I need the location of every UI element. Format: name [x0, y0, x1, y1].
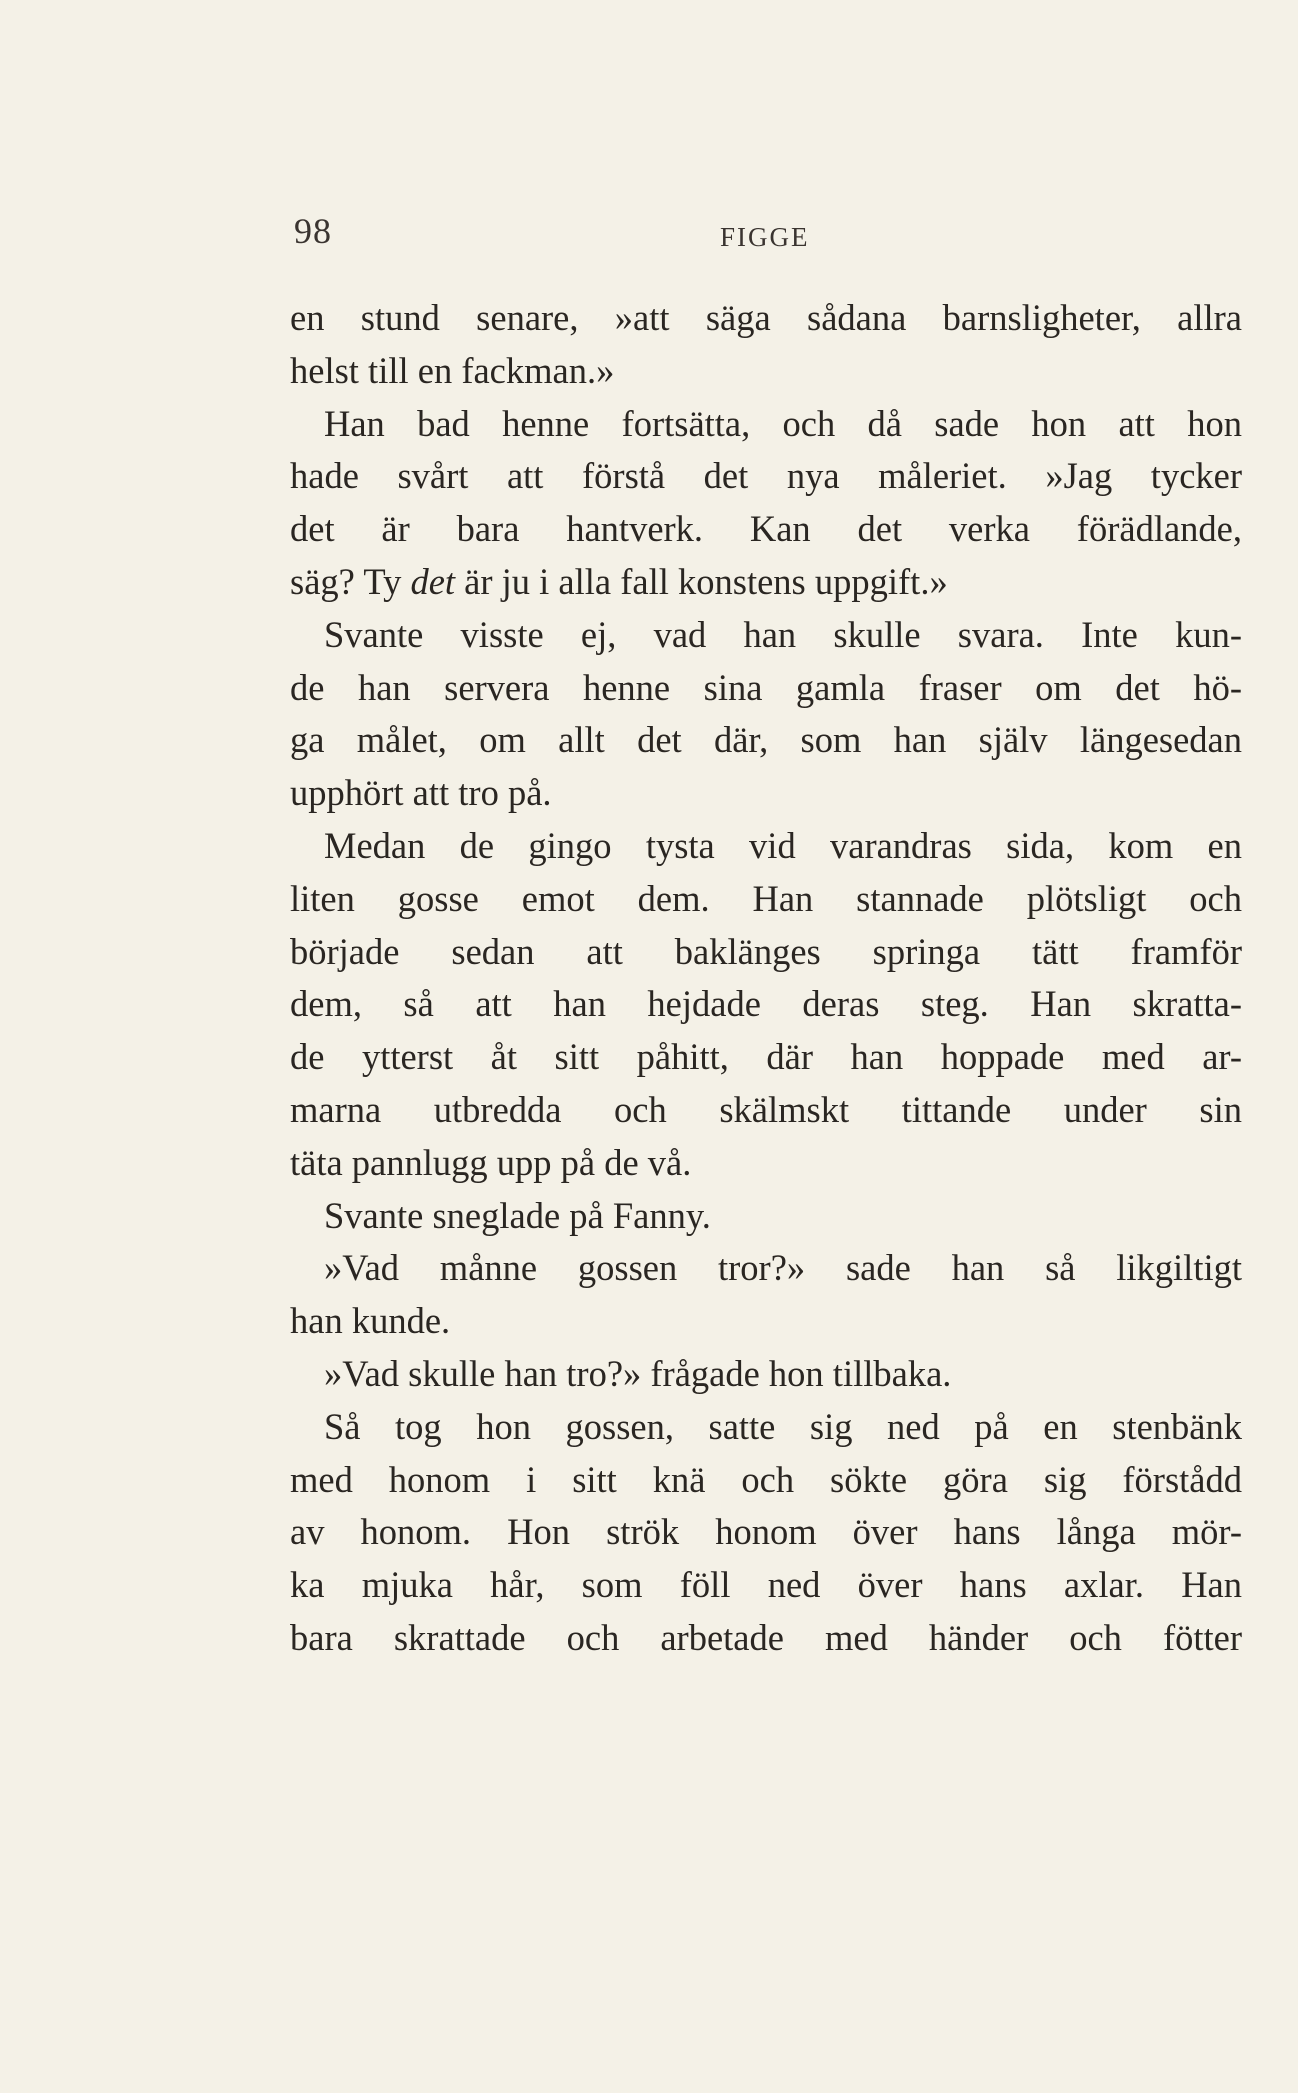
text-line [290, 556, 1242, 609]
text-line: av honom. Hon strök honom över hans långa mör- [290, 1511, 1242, 1553]
text-line: marna utbredda och skälmskt tittande under sin [290, 1088, 1242, 1130]
text-line: upphört att tro på. [290, 772, 552, 814]
text-line: med honom i sitt knä och sökte göra sig förstådd [290, 1458, 1242, 1500]
text-line: började sedan att baklänges springa tätt framför [290, 930, 1242, 972]
text-line: dem, så att han hejdade deras steg. Han skratta- [290, 983, 1242, 1025]
text-line: Svante visste ej, vad han skulle svara. Inte kun- [324, 613, 1242, 655]
text-line: »Vad månne gossen tror?» sade han så likgiltigt [324, 1247, 1242, 1289]
text-line: de ytterst åt sitt påhitt, där han hoppade med ar- [290, 1036, 1242, 1078]
text-line: ka mjuka hår, som föll ned över hans axlar. Han [290, 1564, 1242, 1606]
page-number: 98 [294, 211, 332, 251]
text-line: en stund senare, »att säga sådana barnsligheter, allra [290, 297, 1242, 338]
body-text [290, 292, 1242, 1665]
running-title: FIGGE [720, 222, 810, 252]
line-segment: är ju i alla fall konstens uppgift.» [455, 560, 948, 602]
text-line: »Vad skulle han tro?» frågade hon tillbaka. [324, 1352, 952, 1394]
text-line: Så tog hon gossen, satte sig ned på en stenbänk [324, 1405, 1242, 1447]
text-line: det är bara hantverk. Kan det verka förädlande, [290, 508, 1242, 550]
italic-word: det [410, 560, 456, 602]
text-line: Svante sneglade på Fanny. [324, 1194, 711, 1236]
text-line: de han servera henne sina gamla fraser om det hö- [290, 666, 1242, 708]
text-line: helst till en fackman.» [290, 349, 615, 391]
text-line: liten gosse emot dem. Han stannade plötsligt och [290, 877, 1242, 919]
line-segment: säg? Ty [290, 560, 411, 602]
text-line: täta pannlugg upp på de vå. [290, 1141, 692, 1183]
text-line: hade svårt att förstå det nya måleriet. »Jag tycker [290, 455, 1242, 497]
text-line: han kunde. [290, 1300, 451, 1342]
text-line: bara skrattade och arbetade med händer och fötter [290, 1616, 1242, 1658]
text-line: ga målet, om allt det där, som han själv längesedan [290, 719, 1242, 761]
text-line: Han bad henne fortsätta, och då sade hon att hon [324, 402, 1242, 444]
text-line: Medan de gingo tysta vid varandras sida, kom en [324, 824, 1242, 866]
